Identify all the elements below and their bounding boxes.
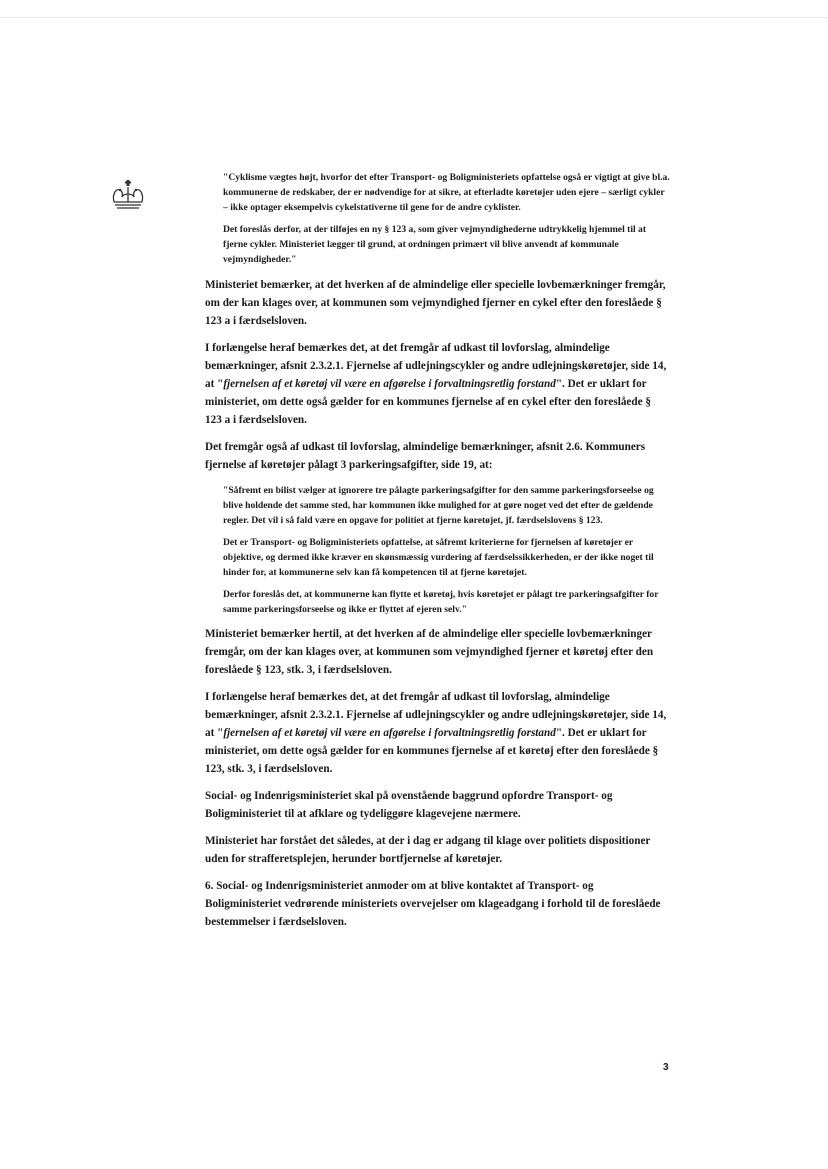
text-span: ". Det er uklart for ministeriet, om dette også gælder for en kommunes fjernelse af et køretøj efter den foreslåede § 123, stk. 3, i færdselsloven. bbox=[205, 727, 659, 776]
body-paragraph bbox=[205, 688, 670, 778]
body-paragraph: 6. Social- og Indenrigsministeriet anmoder om at blive kontaktet af Transport- og Boligministeriet vedrørende ministeriets overvejelser om klageadgang i forhold til de foreslåede bestemmelser i færdselsloven. bbox=[205, 880, 661, 929]
page-top-edge bbox=[0, 17, 828, 18]
italic-citation: fjernelsen af et køretøj vil være en afgørelse i forvaltningsretlig forstand bbox=[223, 727, 556, 740]
text-span: ". Det er uklart for ministeriet, om dette også gælder for en kommunes fjernelse af en cykel efter den foreslåede § 123 a i færdselsloven. bbox=[205, 377, 651, 426]
quote-paragraph: Det er Transport- og Boligministeriets opfattelse, at såfremt kriterierne for fjernelsen af køretøjer er objektive, og dermed ikke kræver en skønsmæssig vurdering af færdselssikkerheden, er der ikke noget til hinder for, at kommunerne selv kan få kompetencen til at fjerne køretøjet. bbox=[223, 536, 654, 579]
block-quote bbox=[223, 483, 670, 618]
body-paragraph: Ministeriet bemærker hertil, at det hverken af de almindelige eller specielle lovbemærkninger fremgår, om der kan klages over, at kommunen som vejmyndighed fjerner et køretøj efter den foreslåede § 123, stk. 3, i færdselsloven. bbox=[205, 628, 654, 677]
body-paragraph: Ministeriet har forstået det således, at der i dag er adgang til klage over politiets dispositioner uden for strafferetsplejen, herunder bortfjernelse af køretøjer. bbox=[205, 835, 651, 866]
body-paragraph: Det fremgår også af udkast til lovforslag, almindelige bemærkninger, afsnit 2.6. Kommuners fjernelse af køretøjer pålagt 3 parkeringsafgifter, side 19, at: bbox=[205, 440, 646, 471]
quote-paragraph: "Cyklisme vægtes højt, hvorfor det efter Transport- og Boligministeriets opfattelse også er vigtigt at give bl.a. kommunerne de redskaber, der er nødvendige for at sikre, at efterladte køretøjer uden ejere – særligt cykler – ikke optager eksempelvis cykelstativerne til gene for de andre cyklister. bbox=[223, 172, 670, 214]
quote-paragraph: "Såfremt en bilist vælger at ignorere tre pålagte parkeringsafgifter for den samme parkeringsforseelse og blive holdende det samme sted, har kommunen ikke mulighed for at gøre noget ved det efter de gældende regler. Det vil i så fald være en opgave for politiet at fjerne køretøjet, jf. færdselslovens § 123. bbox=[223, 484, 654, 526]
quote-paragraph: Derfor foreslås det, at kommunerne kan flytte et køretøj, hvis køretøjet er pålagt tre parkeringsafgifter for samme parkeringsforseelse og ikke er flyttet af ejeren selv." bbox=[223, 589, 659, 616]
block-quote bbox=[223, 170, 670, 268]
text-span: I forlængelse heraf bemærkes det, at det fremgår af udkast til lovforslag, almindelige bemærkninger, afsnit 2.3.2.1. Fjernelse af udlejningscykler og andre udlejningskøretøjer, side 14, at " bbox=[205, 341, 667, 390]
crown-logo-icon bbox=[108, 178, 148, 212]
page-number: 3 bbox=[663, 1062, 669, 1073]
body-paragraph: Ministeriet bemærker, at det hverken af de almindelige eller specielle lovbemærkninger fremgår, om der kan klages over, at kommunen som vejmyndighed fjerner en cykel efter den foreslåede § 123 a i færdselsloven. bbox=[205, 278, 666, 327]
body-paragraph: Social- og Indenrigsministeriet skal på ovenstående baggrund opfordre Transport- og Boligministeriet til at afklare og tydeliggøre klagevejene nærmere. bbox=[205, 790, 613, 821]
letter-body bbox=[205, 170, 670, 940]
text-span: I forlængelse heraf bemærkes det, at det fremgår af udkast til lovforslag, almindelige bemærkninger, afsnit 2.3.2.1. Fjernelse af udlejningscykler og andre udlejningskøretøjer, side 14, at " bbox=[205, 691, 667, 740]
italic-citation: fjernelsen af et køretøj vil være en afgørelse i forvaltningsretlig forstand bbox=[223, 377, 556, 390]
quote-paragraph: Det foreslås derfor, at der tilføjes en ny § 123 a, som giver vejmyndighederne udtrykkelig hjemmel til at fjerne cykler. Ministeriet lægger til grund, at ordningen primært vil blive anvendt af kommunale vejmyndigheder." bbox=[223, 224, 647, 266]
body-paragraph bbox=[205, 339, 670, 429]
